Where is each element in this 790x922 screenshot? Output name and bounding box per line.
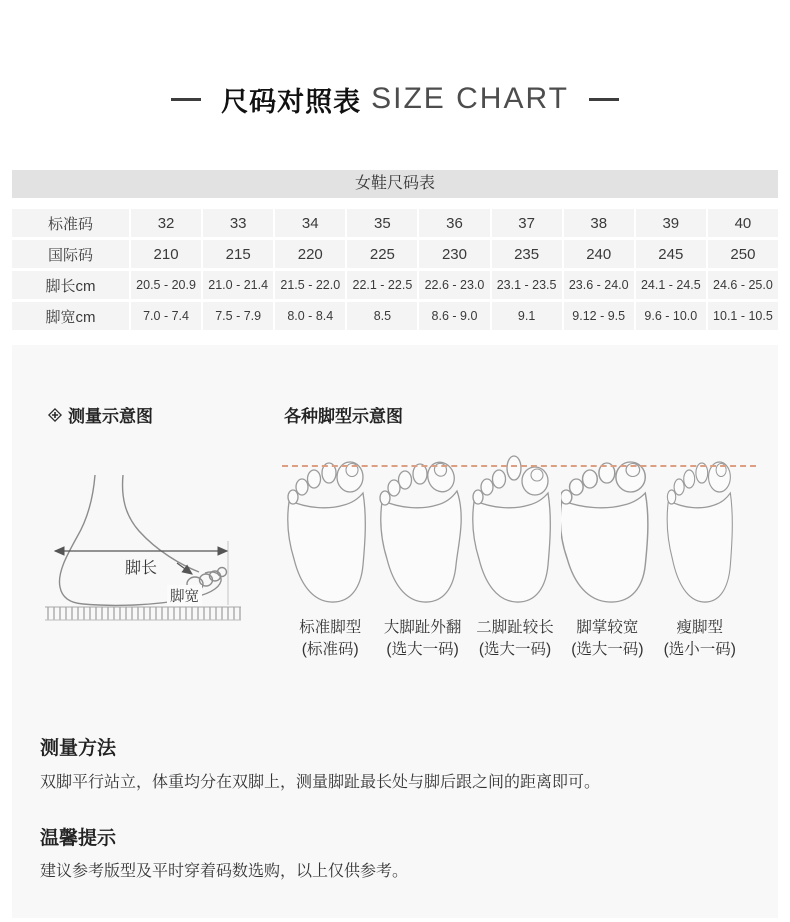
table-cell: 34 — [275, 209, 345, 237]
method-body: 双脚平行站立，体重均分在双脚上，测量脚趾最长处与脚后跟之间的距离即可。 — [40, 774, 601, 791]
table-cell: 9.6 - 10.0 — [636, 302, 706, 330]
table-cell: 20.5 - 20.9 — [131, 271, 201, 299]
table-caption: 女鞋尺码表 — [12, 170, 778, 198]
foot-type-item — [284, 455, 376, 661]
table-cell: 32 — [131, 209, 201, 237]
table-cell: 235 — [492, 240, 562, 268]
foot-outline-standard-illustration — [284, 455, 376, 605]
table-cell: 9.12 - 9.5 — [564, 302, 634, 330]
table-cell: 7.5 - 7.9 — [203, 302, 273, 330]
table-cell: 9.1 — [492, 302, 562, 330]
foot-width-label: 脚宽 — [167, 585, 202, 606]
table-cell: 22.1 - 22.5 — [347, 271, 417, 299]
foot-type-name: 二脚趾较长 — [476, 619, 554, 636]
page-title-main: 尺码对照表 — [221, 86, 362, 117]
table-cell: 38 — [564, 209, 634, 237]
foot-type-advice: (标准码) — [301, 641, 359, 658]
foot-outline-narrow-illustration — [654, 455, 746, 605]
foot-type-name: 大脚趾外翻 — [383, 619, 462, 636]
foot-types-figure — [284, 455, 746, 661]
table-cell: 225 — [347, 240, 417, 268]
table-cell: 220 — [275, 240, 345, 268]
toe-alignment-dashed-line — [282, 465, 756, 467]
foot-type-name: 脚掌较宽 — [576, 619, 639, 636]
table-cell: 245 — [636, 240, 706, 268]
page-title-sub: SIZE CHART — [371, 82, 569, 115]
foot-type-name: 瘦脚型 — [676, 619, 724, 636]
table-row — [12, 271, 778, 299]
foot-type-item — [654, 455, 746, 661]
table-cell: 8.0 - 8.4 — [275, 302, 345, 330]
table-cell: 21.5 - 22.0 — [275, 271, 345, 299]
tips-heading: 温馨提示 — [40, 828, 117, 849]
foot-outline-long-second-toe-illustration — [469, 455, 561, 605]
size-chart-table — [12, 170, 778, 333]
foot-types-heading-text: 各种脚型示意图 — [284, 407, 403, 426]
foot-type-advice: (选大一码) — [478, 641, 552, 658]
table-cell: 8.5 — [347, 302, 417, 330]
foot-type-item — [561, 455, 653, 661]
table-row — [12, 209, 778, 237]
table-cell: 24.1 - 24.5 — [636, 271, 706, 299]
table-cell: 24.6 - 25.0 — [708, 271, 778, 299]
table-cell: 8.6 - 9.0 — [419, 302, 489, 330]
table-cell: 37 — [492, 209, 562, 237]
diamond-plus-icon — [46, 406, 64, 424]
table-row — [12, 240, 778, 268]
table-cell: 240 — [564, 240, 634, 268]
foot-length-label: 脚长 — [125, 560, 158, 577]
foot-type-advice: (选大一码) — [386, 641, 459, 658]
table-row — [12, 302, 778, 330]
table-cell: 36 — [419, 209, 489, 237]
table-cell: 7.0 - 7.4 — [131, 302, 201, 330]
table-cell: 33 — [203, 209, 273, 237]
title-dash-left — [171, 98, 201, 101]
measure-heading-text: 测量示意图 — [68, 407, 153, 426]
method-heading: 测量方法 — [40, 738, 117, 759]
info-panel — [12, 345, 778, 918]
foot-type-advice: (选小一码) — [663, 641, 736, 658]
table-cell: 22.6 - 23.0 — [419, 271, 489, 299]
table-cell: 230 — [419, 240, 489, 268]
foot-type-item — [376, 455, 468, 661]
title-dash-right — [589, 98, 619, 101]
foot-type-item — [469, 455, 561, 661]
table-cell: 35 — [347, 209, 417, 237]
foot-outline-wide-illustration — [561, 455, 653, 605]
foot-types-heading — [284, 402, 403, 427]
measure-section-heading — [46, 402, 153, 427]
table-cell: 210 — [131, 240, 201, 268]
table-cell: 23.6 - 24.0 — [564, 271, 634, 299]
foot-measure-diagram — [45, 475, 241, 627]
table-cell: 10.1 - 10.5 — [708, 302, 778, 330]
foot-type-name: 标准脚型 — [299, 619, 362, 636]
foot-side-view-illustration — [45, 475, 241, 627]
table-cell: 215 — [203, 240, 273, 268]
table-cell: 23.1 - 23.5 — [492, 271, 562, 299]
row-label: 标准码 — [12, 209, 129, 237]
foot-type-advice: (选大一码) — [571, 641, 644, 658]
table-cell: 39 — [636, 209, 706, 237]
table-cell: 21.0 - 21.4 — [203, 271, 273, 299]
page-title — [0, 78, 790, 120]
table-cell: 40 — [708, 209, 778, 237]
row-label: 脚长cm — [12, 271, 129, 299]
row-label: 脚宽cm — [12, 302, 129, 330]
tips-body: 建议参考版型及平时穿着码数选购，以上仅供参考。 — [40, 863, 409, 880]
row-label: 国际码 — [12, 240, 129, 268]
foot-outline-bunion-illustration — [377, 455, 469, 605]
table-cell: 250 — [708, 240, 778, 268]
